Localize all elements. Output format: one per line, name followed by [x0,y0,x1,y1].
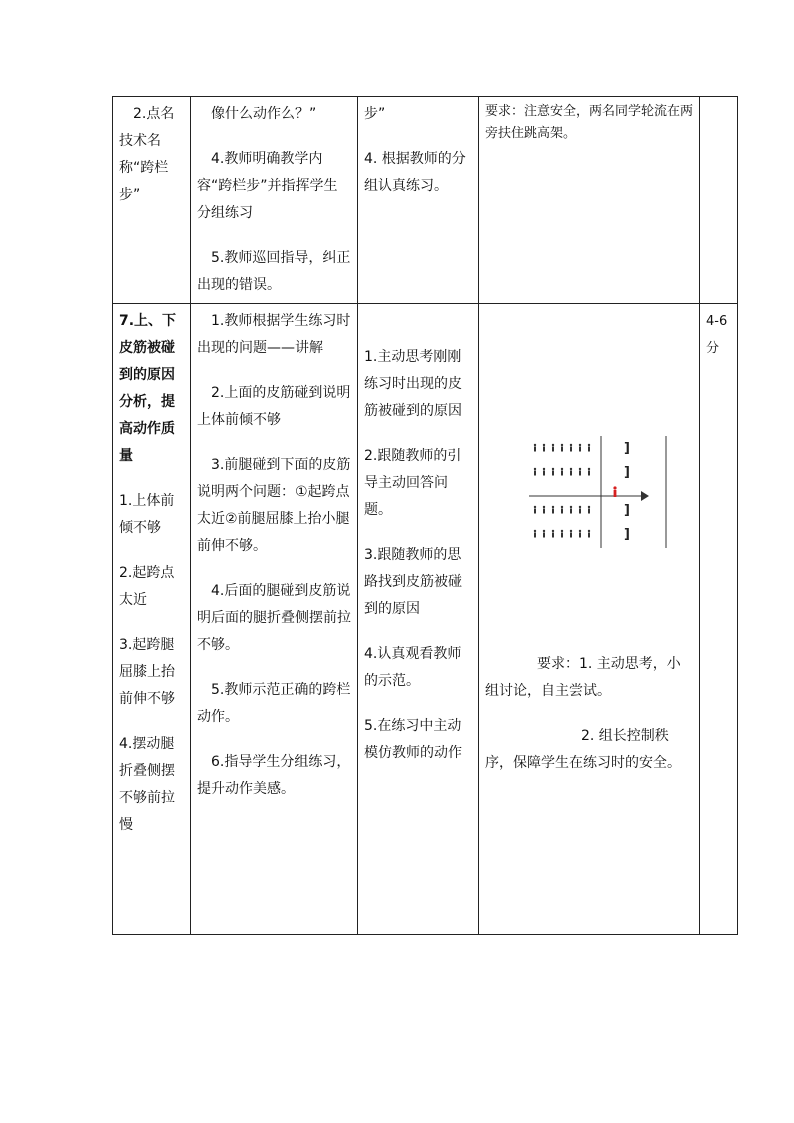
cell-organization [479,97,700,304]
lesson-plan-table [112,96,738,935]
student-rows [534,444,590,538]
student-icon [552,530,554,538]
teacher-step: 3.前腿碰到下面的皮筋说明两个问题：①起跨点太近②前腿屈膝上抬小腿前伸不够。 [197,457,351,554]
student-icon [534,530,536,538]
student-icon [570,444,572,452]
student-icon [588,530,590,538]
cell-time: 4-6分 [700,304,738,935]
requirement-text: 2. 组长控制秩序，保障学生在练习时的安全。 [485,728,681,771]
student-icon [561,444,563,452]
teacher-step: 5.教师巡回指导，纠正出现的错误。 [197,250,351,293]
cell-teacher-activity [191,304,358,935]
student-icon [561,530,563,538]
student-icon [579,468,581,476]
cell-student-activity [358,97,479,304]
student-icon [552,506,554,514]
student-icon [588,468,590,476]
student-step: 1.主动思考刚刚练习时出现的皮筋被碰到的原因 [364,349,462,419]
cause-item: 1.上体前倾不够 [119,493,175,536]
student-icon [579,530,581,538]
content-text: 2.点名技术名称“跨栏步” [119,106,175,203]
student-icon [552,468,554,476]
section-title: 7.上、下皮筋被碰到的原因分析，提高动作质量 [119,313,177,464]
cell-content-name [113,97,191,304]
teacher-step: 4.教师明确教学内容“跨栏步”并指挥学生分组练习 [197,151,338,221]
arrow-head-icon [641,491,649,501]
table-row [113,304,738,935]
student-step: 3.跟随教师的思路找到皮筋被碰到的原因 [364,547,462,617]
student-icon [552,444,554,452]
teacher-step: 像什么动作么？” [211,106,317,122]
student-icon [543,444,545,452]
student-step: 4. 根据教师的分组认真练习。 [364,151,466,194]
student-icon [534,444,536,452]
student-icon [543,506,545,514]
student-icon [588,444,590,452]
cell-student-activity [358,304,479,935]
teacher-icon [613,486,616,497]
student-icon [561,468,563,476]
hurdle-marks [624,441,630,542]
student-step: 4.认真观看教师的示范。 [364,646,462,689]
requirement-text: 要求：1. 主动思考，小组讨论，自主尝试。 [485,656,681,699]
student-step: 步” [364,106,386,122]
table-row [113,97,738,304]
student-icon [588,506,590,514]
student-icon [534,506,536,514]
requirement-text: 要求：注意安全，两名同学轮流在两旁扶住跳高架。 [485,104,694,141]
teacher-step: 1.教师根据学生练习时出现的问题——讲解 [197,313,351,356]
student-icon [561,506,563,514]
student-icon [534,468,536,476]
student-step: 5.在练习中主动模仿教师的动作 [364,718,462,761]
cause-item: 4.摆动腿折叠侧摆不够前拉慢 [119,736,175,833]
cell-organization [479,304,700,935]
cause-item: 2.起跨点太近 [119,565,175,608]
cell-teacher-activity [191,97,358,304]
hurdle-icon: ] [624,465,630,480]
teacher-step: 4.后面的腿碰到皮筋说明后面的腿折叠侧摆前拉不够。 [197,583,351,653]
teacher-step: 2.上面的皮筋碰到说明上体前倾不够 [197,385,351,428]
cell-time [700,97,738,304]
hurdle-icon: ] [624,441,630,456]
student-icon [570,530,572,538]
hurdle-icon: ] [624,527,630,542]
cell-content-name [113,304,191,935]
hurdle-icon: ] [624,503,630,518]
formation-diagram [529,436,679,551]
student-icon [570,506,572,514]
cause-item: 3.起跨腿屈膝上抬前伸不够 [119,637,175,707]
student-icon [543,530,545,538]
student-icon [579,444,581,452]
student-icon [570,468,572,476]
teacher-step: 5.教师示范正确的跨栏动作。 [197,682,351,725]
student-icon [579,506,581,514]
teacher-step: 6.指导学生分组练习，提升动作美感。 [197,754,351,797]
student-step: 2.跟随教师的引导主动回答问题。 [364,448,462,518]
student-icon [543,468,545,476]
